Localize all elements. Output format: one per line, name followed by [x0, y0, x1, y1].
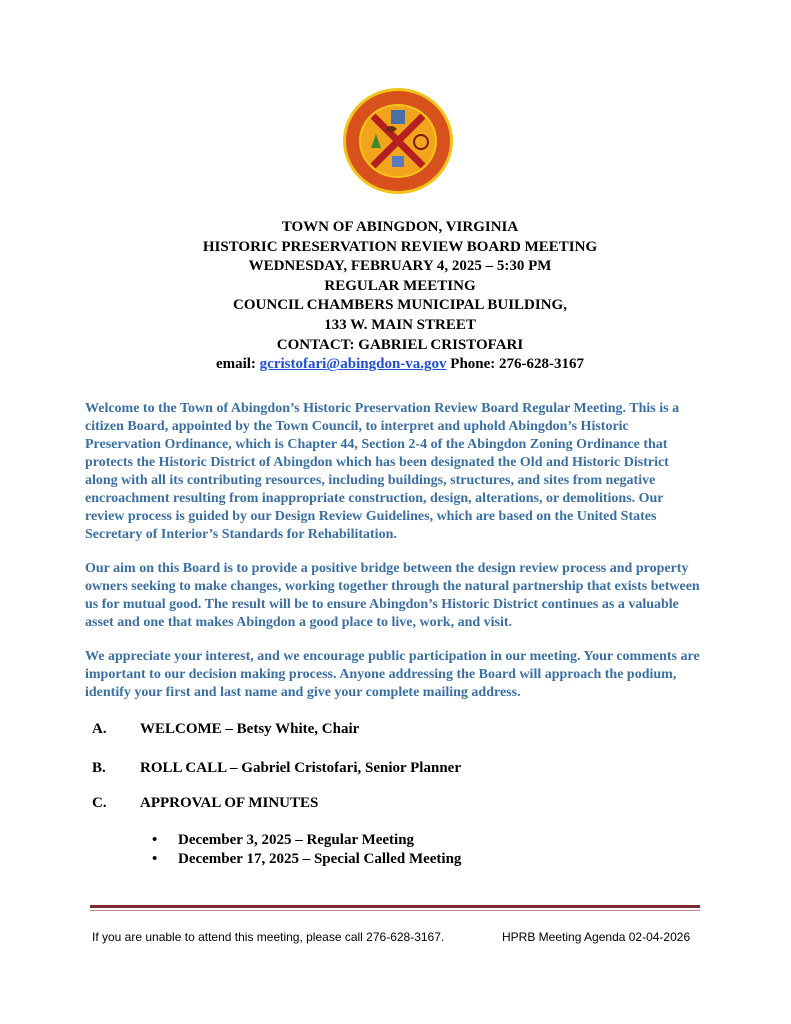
- header-meeting-type: REGULAR MEETING: [324, 277, 476, 294]
- agenda-text: APPROVAL OF MINUTES: [140, 795, 319, 811]
- list-item: [152, 831, 461, 850]
- bullet-icon: •: [152, 851, 158, 867]
- phone-label: Phone: 276-628-3167: [450, 356, 585, 373]
- email-label: email:: [215, 356, 256, 373]
- agenda-letter: B.: [92, 760, 106, 776]
- footer-document-id: HPRB Meeting Agenda 02-04-2026: [502, 930, 691, 944]
- agenda-letter: A.: [92, 721, 107, 737]
- footer-contact-note: If you are unable to attend this meeting, please call 276-628-3167.: [92, 930, 445, 944]
- agenda-item-roll-call: [92, 759, 461, 777]
- header-email-line: [60, 355, 740, 375]
- intro-paragraph-welcome: Welcome to the Town of Abingdon’s Historic Preservation Review Board Regular Meeting. This is a citizen Board, appointed by the Town Council, to interpret and uphold Abingdon’s Historic Preservation Ordinance, which is Chapter 44, Section 2-4 of the Abingdon Zoning Ordinance that protects the Historic District of Abingdon which has been designated the Old and Historic District along with all its contributing resources, including buildings, structures, and sites from negative encroachment resulting from inappropriate construction, design, alterations, or demolitions. Our review process is guided by our Design Review Guidelines, which are based on the United States Secretary of Interior’s Standards for Rehabilitation.: [85, 401, 680, 542]
- agenda-letter: C.: [92, 795, 107, 811]
- intro-paragraph-aim: Our aim on this Board is to provide a positive bridge between the design review process and property owners seeking to make changes, working together through the natural partnership that exists between us for mutual good. The result will be to ensure Abingdon’s Historic District continues as a valuable asset and one that makes Abingdon a good place to live, work, and visit.: [85, 561, 700, 630]
- header-location: COUNCIL CHAMBERS MUNICIPAL BUILDING,: [233, 297, 567, 314]
- footer-divider-thick: [90, 905, 700, 908]
- list-item: [152, 850, 461, 869]
- intro-paragraph-participation: We appreciate your interest, and we encourage public participation in our meeting. Your comments are important to our decision making process. Anyone addressing the Board will approach the podium, identify your first and last name and give your complete mailing address.: [85, 649, 700, 700]
- agenda-text: WELCOME – Betsy White, Chair: [140, 721, 360, 737]
- minutes-item-text: December 3, 2025 – Regular Meeting: [178, 832, 415, 848]
- meeting-header: [60, 218, 740, 375]
- header-town: TOWN OF ABINGDON, VIRGINIA: [281, 219, 519, 235]
- minutes-list: [152, 831, 461, 869]
- town-seal-logo: [341, 86, 455, 196]
- footer-divider-thin: [90, 910, 700, 911]
- bullet-icon: •: [152, 832, 158, 848]
- agenda-text: ROLL CALL – Gabriel Cristofari, Senior Planner: [140, 760, 461, 776]
- seal-top-emblem: [391, 110, 405, 124]
- minutes-item-text: December 17, 2025 – Special Called Meeting: [178, 851, 462, 867]
- header-address: 133 W. MAIN STREET: [324, 316, 476, 333]
- agenda-item-approval-of-minutes: [92, 794, 318, 812]
- header-contact: CONTACT: GABRIEL CRISTOFARI: [276, 336, 524, 353]
- agenda-item-welcome: [92, 720, 359, 738]
- email-link[interactable]: gcristofari@abingdon-va.gov: [259, 356, 447, 373]
- header-board: HISTORIC PRESERVATION REVIEW BOARD MEETING: [202, 238, 598, 255]
- seal-bottom-emblem: [392, 156, 404, 167]
- header-date: WEDNESDAY, FEBRUARY 4, 2025 – 5:30 PM: [248, 258, 552, 275]
